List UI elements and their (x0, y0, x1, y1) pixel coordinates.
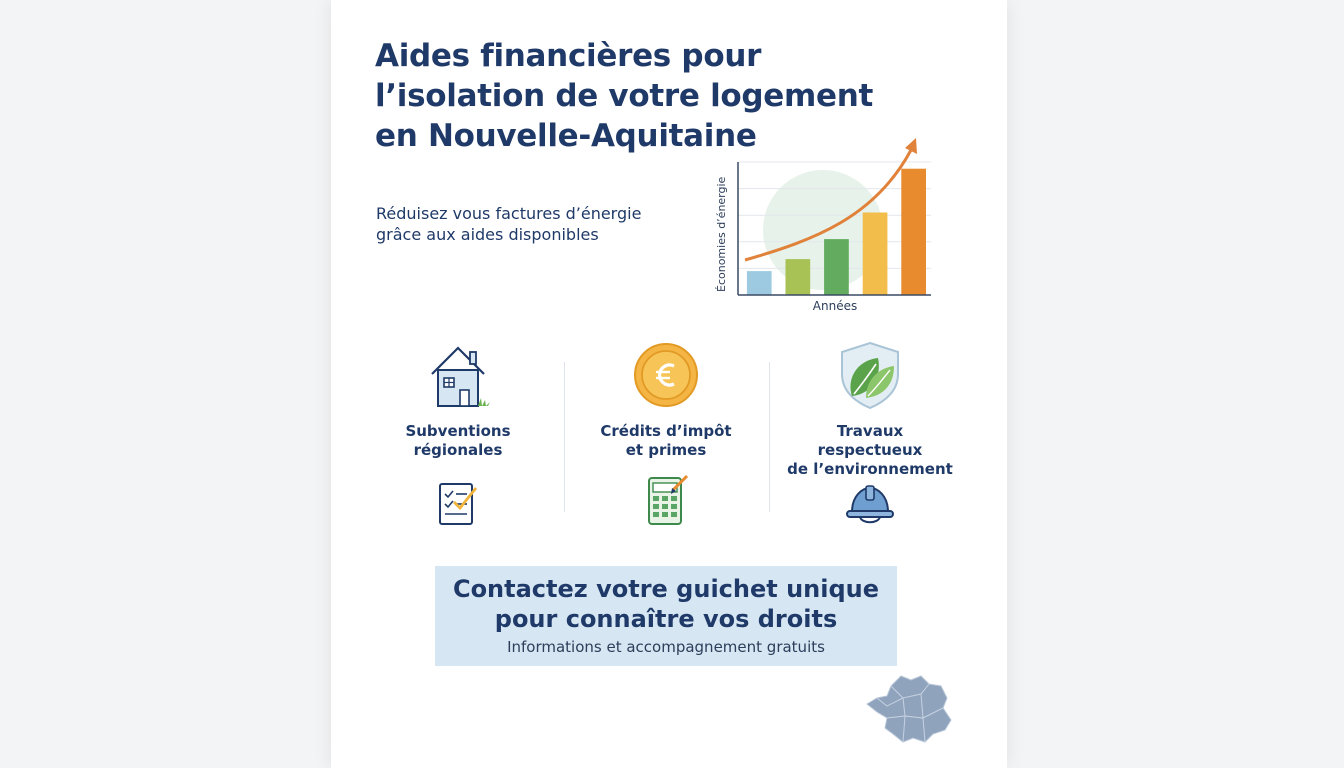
france-map-icon (863, 672, 959, 744)
feature-eco-works-line-3: de l’environnement (787, 460, 953, 478)
feature-separator (769, 362, 770, 512)
chart-bar-4 (863, 213, 888, 296)
leaf-shield-icon (836, 340, 904, 410)
flyer-page (331, 0, 1007, 768)
flyer-subtitle (376, 203, 676, 245)
savings-chart (705, 132, 943, 322)
feature-subsidies-line-2: régionales (413, 441, 503, 459)
chart-bar-2 (786, 259, 811, 295)
y-axis-label: Économies d’énergie (715, 176, 728, 292)
feature-subsidies-line-1: Subventions (405, 422, 511, 440)
title-line-1: Aides financières pour (375, 38, 762, 74)
calculator-icon (641, 474, 691, 528)
feature-tax-credits (571, 340, 761, 460)
chart-bar-3 (824, 239, 849, 295)
checklist-icon (434, 478, 482, 528)
feature-tax-credits-line-1: Crédits d’impôt (600, 422, 732, 440)
feature-subsidies (363, 340, 553, 460)
feature-label (571, 422, 761, 460)
subtitle-line-1: Réduisez vous factures d’énergie (376, 204, 642, 223)
contact-heading (435, 574, 897, 634)
subtitle-line-2: grâce aux aides disponibles (376, 225, 599, 244)
feature-label (363, 422, 553, 460)
contact-panel (435, 566, 897, 666)
contact-heading-line-1: Contactez votre guichet unique (452, 575, 880, 603)
feature-tax-credits-line-2: et primes (625, 441, 707, 459)
x-axis-label: Années (812, 299, 858, 313)
contact-subtext: Informations et accompagnement gratuits (507, 638, 825, 656)
feature-eco-works (775, 340, 965, 479)
feature-eco-works-line-1: Travaux (836, 422, 904, 440)
chart-bar-5 (901, 169, 926, 295)
chart-bar-1 (747, 271, 772, 295)
house-icon (424, 340, 492, 410)
feature-separator (564, 362, 565, 512)
feature-label (775, 422, 965, 479)
hard-hat-icon (844, 482, 896, 526)
feature-eco-works-line-2: respectueux (817, 441, 923, 459)
title-line-3: en Nouvelle-Aquitaine (375, 118, 757, 154)
euro-coin-icon (632, 340, 700, 410)
title-line-2: l’isolation de votre logement (375, 78, 874, 114)
contact-heading-line-2: pour connaître vos droits (494, 605, 838, 633)
